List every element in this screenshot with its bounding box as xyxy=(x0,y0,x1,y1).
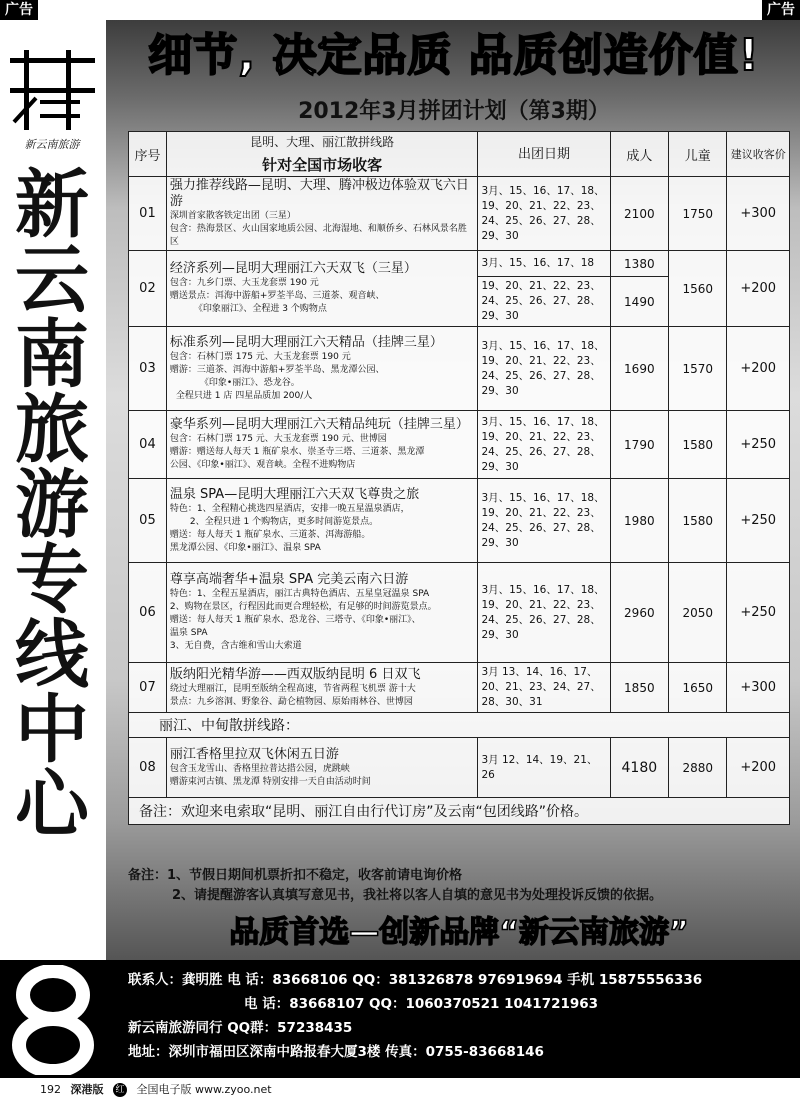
header-no: 序号 xyxy=(129,132,167,177)
route-detail: 特色：1、全程精心挑选四星酒店，安排一晚五星温泉酒店， xyxy=(169,503,410,514)
row-adult: 2100 xyxy=(610,177,668,251)
row-dates: 3月、15、16、17、18、19、20、21、22、23、24、25、26、27、28、29、30 xyxy=(478,411,610,479)
row-adult-b: 1490 xyxy=(610,277,668,327)
header-route-sub: 针对全国市场收客 xyxy=(262,156,383,174)
table-header-row xyxy=(129,132,790,177)
route-detail: 3、无自费，含古维和雪山大索道 xyxy=(169,641,302,651)
row-suggested: +300 xyxy=(727,177,790,251)
route-title: 尊享高端奢华+温泉 SPA 完美云南六日游 xyxy=(169,572,409,587)
row-dates: 3月 12、14、19、21、26 xyxy=(478,738,610,798)
route-detail: 2、购物在景区，行程因此而更合理轻松，有足够的时间游览景点。 xyxy=(169,602,437,612)
route-detail: 包含：石林门票 175 元、大玉龙套票 190 元、世博园 xyxy=(169,434,387,444)
row-adult: 1690 xyxy=(610,327,668,411)
route-title: 经济系列—昆明大理丽江六天双飞（三星） xyxy=(169,261,417,276)
route-title: 强力推荐线路—昆明、大理、腾冲极边体验双飞六日游 xyxy=(169,178,469,209)
row-no: 01 xyxy=(129,177,167,251)
brand-slogan: 品质首选—创新品牌“新云南旅游” xyxy=(229,915,689,950)
contact-line-3: 新云南旅游同行 QQ群：57238435 xyxy=(128,1020,353,1036)
row-suggested: +200 xyxy=(727,251,790,327)
header-route-top: 昆明、大理、丽江散拼线路 xyxy=(250,135,395,149)
row-dates: 3月 13、14、16、17、20、21、23、24、27、28、30、31 xyxy=(478,663,610,713)
route-detail: 赠送：每人每天 1 瓶矿泉水、三道茶、洱海游船。 xyxy=(169,529,371,540)
row-child: 2880 xyxy=(669,738,727,798)
row-route xyxy=(166,177,478,251)
table-row xyxy=(129,327,790,411)
row-route xyxy=(166,251,478,327)
route-detail: 赠游束河古镇、黑龙潭 特别安排一天自由活动时间 xyxy=(169,776,371,787)
row-adult: 4180 xyxy=(610,738,668,798)
brand-logo-subtitle: 新云南旅游 xyxy=(24,138,80,151)
row-suggested: +250 xyxy=(727,411,790,479)
contact-line-1: 联系人：龚明胜 电 话：83668106 QQ：381326878 976919694 手机 15875556336 xyxy=(128,972,703,988)
ad-tag-left: 广告 xyxy=(0,0,38,20)
route-detail: 全程只进 1 店 四星品质加 200/人 xyxy=(175,390,313,401)
row-route xyxy=(166,563,478,663)
route-title: 版纳阳光精华游——西双版纳昆明 6 日双飞 xyxy=(169,666,421,682)
contact-info xyxy=(128,968,788,1064)
route-detail: 深圳首家散客铁定出团（三星） xyxy=(169,211,296,221)
table-row xyxy=(129,663,790,713)
page-footer xyxy=(0,1080,800,1100)
row-dates: 3月、15、16、17、18、19、20、21、22、23、24、25、26、27、28、29、30 xyxy=(478,479,610,563)
route-detail: 《印象丽江》、全程进 3 个购物点 xyxy=(193,304,327,314)
routes-table xyxy=(128,131,790,825)
route-detail: 黑龙潭公园、《印象•丽江》、温泉 SPA xyxy=(169,542,321,553)
remark-row xyxy=(129,798,790,825)
route-title: 豪华系列—昆明大理丽江六天精品纯玩（挂牌三星） xyxy=(169,417,469,432)
row-child: 1560 xyxy=(669,251,727,327)
row-route xyxy=(166,738,478,798)
row-no: 03 xyxy=(129,327,167,411)
route-title: 温泉 SPA—昆明大理丽江六天双飞尊贵之旅 xyxy=(169,486,420,502)
row-adult: 1980 xyxy=(610,479,668,563)
table-row xyxy=(129,251,790,277)
page-number: 192 xyxy=(40,1083,61,1096)
row-route xyxy=(166,479,478,563)
row-child: 1580 xyxy=(669,411,727,479)
row-no: 02 xyxy=(129,251,167,327)
header-route xyxy=(166,132,478,177)
route-detail: 包含：九乡门票、大玉龙套票 190 元 xyxy=(169,278,319,288)
section-heading-row xyxy=(129,713,790,738)
row-no: 06 xyxy=(129,563,167,663)
row-adult: 1790 xyxy=(610,411,668,479)
row-suggested: +200 xyxy=(727,327,790,411)
note-item: 2、请提醒游客认真填写意见书，我社将以客人自填的意见书为处理投诉反馈的依据。 xyxy=(172,888,663,903)
route-detail: 公园、《印象•丽江》、观音峡。全程不进购物店 xyxy=(169,460,356,470)
row-no: 04 xyxy=(129,411,167,479)
row-dates: 3月、15、16、17、18、19、20、21、22、23、24、25、26、27、28、29、30 xyxy=(478,177,610,251)
header-dates: 出团日期 xyxy=(478,132,610,177)
brand-vertical-title: 新 云 南 旅 游 专 线 中 心 xyxy=(15,162,89,848)
header-adult: 成人 xyxy=(610,132,668,177)
route-detail: 《印象•丽江》、恐龙谷。 xyxy=(199,377,300,388)
row-child: 2050 xyxy=(669,563,727,663)
row-no: 07 xyxy=(129,663,167,713)
ad-tag-right: 广告 xyxy=(762,0,800,20)
route-detail: 2、全程只进 1 个购物店，更多时间游览景点。 xyxy=(189,516,379,527)
seal-icon: 红 xyxy=(113,1083,127,1097)
contact-line-4: 地址：深圳市福田区深南中路报春大厦3楼 传真：0755-83668146 xyxy=(128,1044,544,1060)
brand-logo-icon xyxy=(10,50,95,130)
plan-title: 2012年3月拼团计划（第3期） xyxy=(298,99,610,124)
route-detail: 赠游：三道茶、洱海中游船+罗荃半岛、黑龙潭公园、 xyxy=(169,364,385,375)
row-route xyxy=(166,327,478,411)
table-remark: 备注：欢迎来电索取“昆明、丽江自由行代订房”及云南“包团线路”价格。 xyxy=(129,798,790,825)
route-detail: 特色：1、全程五星酒店，丽江古典特色酒店、五星皇冠温泉 SPA xyxy=(169,589,430,599)
route-detail: 赠游：赠送每人每天 1 瓶矿泉水、崇圣寺三塔、三道茶、黑龙潭 xyxy=(169,447,425,457)
notes-block xyxy=(128,866,790,906)
table-row xyxy=(129,479,790,563)
table-row xyxy=(129,738,790,798)
row-suggested: +200 xyxy=(727,738,790,798)
header-suggested: 建议收客价 xyxy=(727,132,790,177)
route-detail: 赠送：每人每天 1 瓶矿泉水、恐龙谷、三塔寺、《印象•丽江》、 xyxy=(169,615,421,625)
row-suggested: +250 xyxy=(727,479,790,563)
row-child: 1580 xyxy=(669,479,727,563)
row-suggested: +300 xyxy=(727,663,790,713)
route-detail: 包含玉龙雪山、香格里拉普达措公园，虎跳峡 xyxy=(169,763,350,774)
row-no: 05 xyxy=(129,479,167,563)
row-no: 08 xyxy=(129,738,167,798)
edition-label: 深港版 xyxy=(70,1083,104,1096)
row-adult: 2960 xyxy=(610,563,668,663)
row-dates: 3月、15、16、17、18、19、20、21、22、23、24、25、26、27、28、29、30 xyxy=(478,327,610,411)
row-route xyxy=(166,411,478,479)
route-title: 丽江香格里拉双飞休闲五日游 xyxy=(169,746,339,762)
row-child: 1650 xyxy=(669,663,727,713)
notes-label: 备注： xyxy=(128,868,168,883)
number-eight-icon xyxy=(10,965,96,1075)
row-adult-a: 1380 xyxy=(610,251,668,277)
table-row xyxy=(129,177,790,251)
row-dates: 3月、15、16、17、18、19、20、21、22、23、24、25、26、27、28、29、30 xyxy=(478,563,610,663)
route-detail: 包含：石林门票 175 元、大玉龙套票 190 元 xyxy=(169,351,351,362)
row-dates-a: 3月、15、16、17、18 xyxy=(478,251,610,277)
route-title: 标准系列—昆明大理丽江六天精品（挂牌三星） xyxy=(169,334,443,350)
row-dates-b: 19、20、21、22、23、24、25、26、27、28、29、30 xyxy=(478,277,610,327)
site-link[interactable]: 全国电子版 www.zyoo.net xyxy=(136,1083,272,1096)
note-item: 1、节假日期间机票折扣不稳定，收客前请电询价格 xyxy=(167,868,463,883)
route-detail: 包含：热海景区、火山国家地质公园、北海湿地、和顺侨乡、石林风景名胜区 xyxy=(169,224,467,247)
route-detail: 景点：九乡溶洞、野象谷、勐仑植物园、原始雨林谷、世博园 xyxy=(169,696,413,707)
header-child: 儿童 xyxy=(669,132,727,177)
row-route xyxy=(166,663,478,713)
route-detail: 赠送景点：洱海中游船+罗荃半岛、三道茶、观音峡、 xyxy=(169,291,385,301)
row-adult: 1850 xyxy=(610,663,668,713)
headline-slogan: 细节, 决定品质 品质创造价值! xyxy=(148,30,760,81)
row-child: 1570 xyxy=(669,327,727,411)
row-suggested: +250 xyxy=(727,563,790,663)
table-row xyxy=(129,411,790,479)
section-heading: 丽江、中甸散拼线路： xyxy=(129,713,790,738)
table-row xyxy=(129,563,790,663)
route-detail: 温泉 SPA xyxy=(169,628,208,638)
route-detail: 绕过大理丽江，昆明至版纳全程高速，节省两程飞机票 游十大 xyxy=(169,683,416,694)
row-child: 1750 xyxy=(669,177,727,251)
contact-line-2: 电 话：83668107 QQ：1060370521 1041721963 xyxy=(244,996,599,1012)
